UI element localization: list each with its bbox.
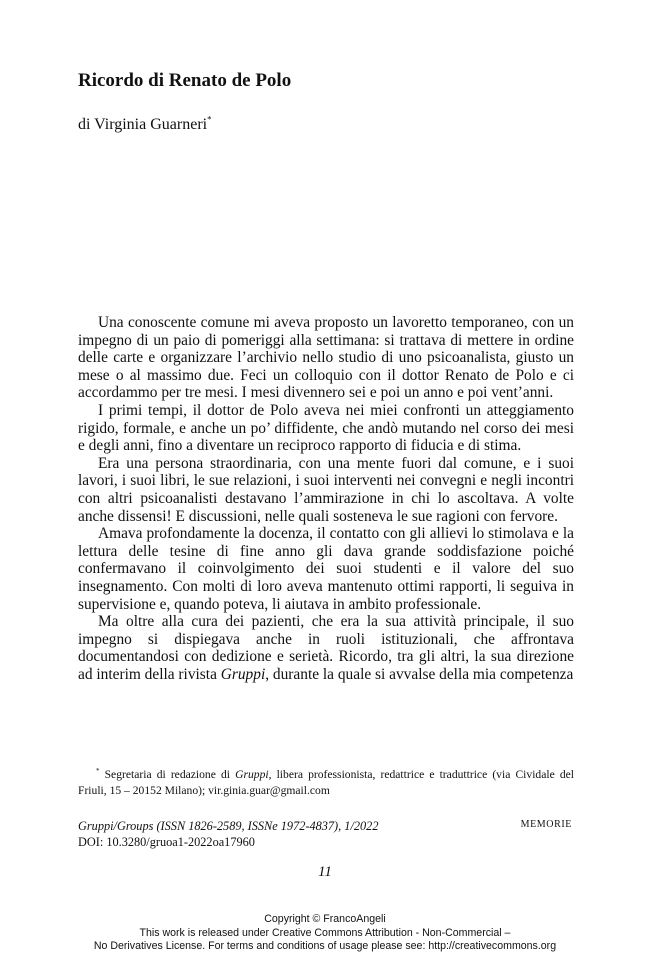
journal-citation: Gruppi/Groups (ISSN 1826-2589, ISSNe 1972-4837), 1/2022 [78, 819, 379, 833]
body-paragraph-1: Una conoscente comune mi aveva proposto un lavoretto temporaneo, con un impegno di un paio di pomeriggi alla settimana: si trattava di mettere in ordine delle carte e organizzare l’archivio nello studio di uno psicoanalista, giusto un mese o al massimo due. Feci un colloquio con il dottor Renato de Polo e ci accordammo per tre mesi. I mesi divennero sei e poi un anno e poi vent’anni. [78, 314, 574, 402]
article-author [78, 116, 212, 134]
footnote-mark: * [96, 767, 100, 776]
copyright-line-2: This work is released under Creative Commons Attribution - Non-Commercial – [139, 926, 511, 939]
paragraph-5-text-b: , durante la quale si avvalse della mia competenza [265, 665, 574, 683]
author-footnote [78, 767, 574, 799]
body-paragraph-3: Era una persona straordinaria, con una mente fuori dal comune, e i suoi lavori, i suoi libri, le sue relazioni, i suoi interventi nei convegni e negli incontri con altri psicoanalisti destavano l’ammirazione in chi lo ascoltava. A volte anche dissensi! E discussioni, nelle quali sosteneva le sue ragioni con fervore. [78, 454, 574, 525]
journal-doi[interactable]: DOI: 10.3280/gruoa1-2022oa17960 [78, 835, 255, 849]
article-body [78, 314, 574, 683]
copyright-notice [0, 913, 650, 954]
footnote-text-a: Segretaria di redazione di [104, 768, 236, 781]
page-number: 11 [318, 864, 332, 880]
article-title: Ricordo di Renato de Polo [78, 70, 292, 91]
author-footnote-mark[interactable]: * [207, 114, 212, 125]
body-paragraph-5 [78, 613, 574, 683]
journal-info [78, 818, 378, 850]
body-paragraph-2: I primi tempi, il dottor de Polo aveva nei miei confronti un atteggiamento rigido, formale, e anche un po’ diffidente, che andò mutando nel corso dei mesi e degli anni, fino a diventare un reciproco rapporto di fiducia e di stima. [78, 401, 574, 455]
author-name: di Virginia Guarneri [78, 116, 208, 133]
section-label: MEMORIE [520, 819, 572, 830]
footnote-text-b: , libera professionista, redattrice e traduttrice (via Cividale del Friuli, 15 – 20152 Milano); vir.ginia.guar@gmail.com [78, 768, 574, 797]
copyright-line-3[interactable]: No Derivatives License. For terms and conditions of usage please see: http://creativecommons.org [93, 940, 557, 952]
paragraph-5-text-a: Ma oltre alla cura dei pazienti, che era la sua attività principale, il suo impegno si dispiegava anche in ruoli istituzionali, che affrontava documentandosi con dedizione e serietà. Ricordo, tra gli altri, la sua direzione ad interim della rivista [78, 613, 574, 683]
journal-name-italic: Gruppi [220, 665, 266, 683]
body-paragraph-4: Amava profondamente la docenza, il contatto con gli allievi lo stimolava e la lettura delle tesine di fine anno gli dava grande soddisfazione poiché confermavano il coinvolgimento dei suoi studenti e il valore del suo insegnamento. Con molti di loro aveva mantenuto ottimi rapporti, li seguiva in supervisione e, quando poteva, li aiutava in ambito professionale. [78, 525, 574, 613]
copyright-line-1: Copyright © FrancoAngeli [264, 913, 386, 925]
footnote-journal-italic: Gruppi [235, 768, 269, 781]
